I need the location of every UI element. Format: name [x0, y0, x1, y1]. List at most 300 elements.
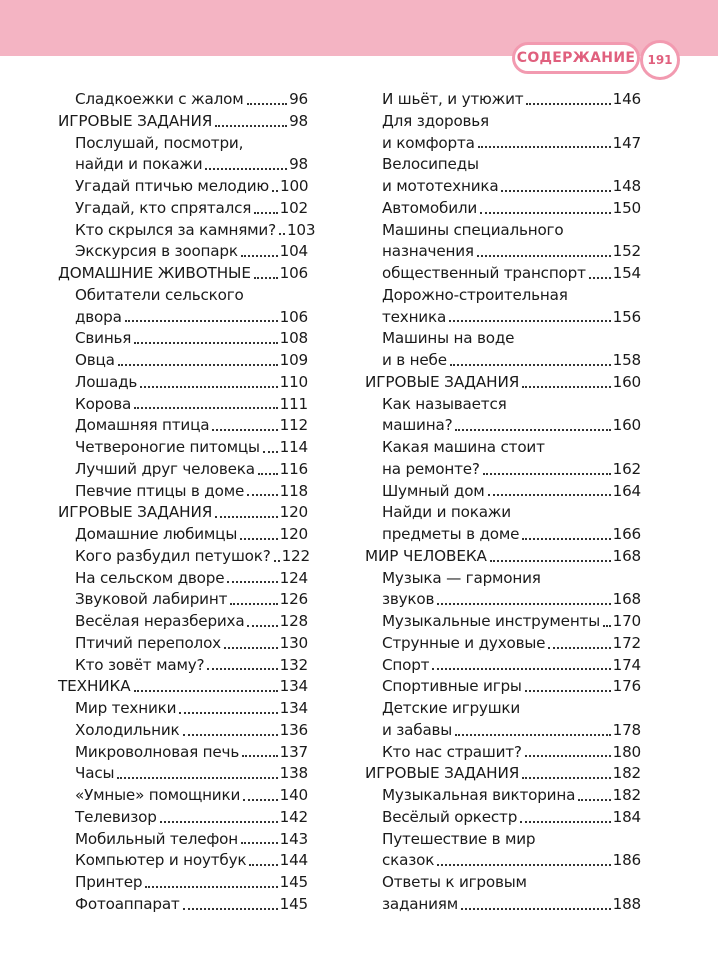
- toc-page-number: 130: [279, 633, 308, 652]
- dot-leader: [224, 647, 278, 649]
- toc-entry-line: [382, 807, 641, 829]
- toc-section-entry: [58, 263, 308, 285]
- dot-leader: [212, 429, 277, 431]
- toc-page-number: 145: [279, 873, 308, 891]
- toc-page-number: 182: [612, 786, 641, 804]
- toc-entry-label: на ремонте?: [382, 459, 480, 478]
- toc-entry-label: Кто скрылся за камнями?: [75, 220, 276, 239]
- toc-entry: [365, 742, 641, 764]
- dot-leader: [247, 494, 278, 496]
- toc-entry-line: [365, 372, 641, 394]
- dot-leader: [279, 233, 285, 235]
- toc-entry-line: [75, 763, 308, 785]
- toc-entry-line: [58, 502, 308, 524]
- dot-leader: [578, 799, 610, 801]
- dot-leader: [183, 734, 278, 736]
- toc-entry: [58, 850, 308, 872]
- toc-entry: [58, 459, 308, 481]
- toc-page-number: 160: [612, 372, 641, 391]
- toc-entry-line: [75, 785, 308, 807]
- toc-page-number: 114: [279, 438, 308, 456]
- toc-entry-label: На сельском дворе: [75, 568, 225, 587]
- dot-leader: [263, 451, 278, 453]
- toc-page-number: 186: [612, 851, 641, 870]
- toc-entry: [365, 807, 641, 829]
- toc-entry-label: звуков: [382, 590, 435, 609]
- toc-entry-label: Звуковой лабиринт: [75, 590, 228, 609]
- toc-page-number: 106: [279, 307, 308, 326]
- toc-entry-label: Четвероногие питомцы: [75, 438, 260, 456]
- toc-entry-line: [75, 655, 308, 677]
- toc-entry: [58, 176, 308, 198]
- toc-entry-line: [382, 720, 641, 742]
- toc-entry-line: [75, 720, 308, 742]
- toc-page-number: 124: [279, 568, 308, 587]
- toc-page-number: 134: [279, 699, 308, 717]
- toc-section-entry: [58, 502, 308, 524]
- toc-page-number: 178: [612, 720, 641, 739]
- dot-leader: [522, 386, 610, 388]
- toc-page-number: 148: [612, 177, 641, 195]
- toc-entry: [365, 154, 641, 198]
- toc-entry-label: Певчие птицы в доме: [75, 481, 245, 500]
- dot-leader: [480, 212, 611, 214]
- toc-entry: [365, 676, 641, 698]
- toc-entry-line: [382, 111, 641, 133]
- toc-entry-label: Принтер: [75, 873, 143, 891]
- toc-page-number: 182: [612, 764, 641, 783]
- toc-entry-label: Машины на воде: [382, 329, 515, 348]
- toc-entry: [365, 89, 641, 111]
- toc-entry-line: [75, 328, 308, 350]
- toc-entry-line: [382, 568, 641, 590]
- toc-entry: [365, 328, 641, 372]
- dot-leader: [207, 668, 277, 670]
- dot-leader: [258, 473, 278, 475]
- toc-entry-label: Обитатели сельского: [75, 285, 244, 304]
- toc-entry-line: [75, 633, 308, 655]
- toc-entry-label: сказок: [382, 851, 435, 870]
- dot-leader: [249, 864, 277, 866]
- toc-entry-label: Найди и покажи: [382, 503, 511, 522]
- toc-entry-label: Шумный дом: [382, 481, 485, 500]
- dot-leader: [125, 320, 278, 322]
- toc-entry-label: общественный транспорт: [382, 264, 586, 282]
- toc-entry-label: предметы в доме: [382, 525, 520, 543]
- dot-leader: [272, 190, 278, 192]
- dot-leader: [215, 516, 277, 518]
- toc-entry: [365, 655, 641, 677]
- dot-leader: [274, 560, 280, 562]
- toc-entry: [365, 198, 641, 220]
- dot-leader: [490, 560, 611, 562]
- toc-entry-line: [75, 829, 308, 851]
- toc-page-number: 140: [279, 786, 308, 804]
- toc-page-number: 166: [612, 525, 641, 543]
- toc-entry-label: и комфорта: [382, 133, 475, 152]
- toc-entry: [365, 111, 641, 155]
- dot-leader: [227, 581, 277, 583]
- toc-entry-line: [382, 589, 641, 611]
- toc-page-number: 136: [279, 720, 308, 739]
- toc-section-entry: [58, 676, 308, 698]
- toc-entry-line: [75, 437, 308, 459]
- toc-entry-line: [75, 481, 308, 503]
- toc-entry: [58, 524, 308, 546]
- toc-entry-label: ТЕХНИКА: [58, 677, 131, 696]
- dot-leader: [247, 625, 277, 627]
- toc-entry-line: [382, 415, 641, 437]
- toc-entry-label: Корова: [75, 394, 132, 413]
- toc-entry-label: Велосипеды: [382, 155, 479, 174]
- toc-entry-label: Лошадь: [75, 372, 138, 391]
- dot-leader: [478, 146, 611, 148]
- toc-entry-line: [75, 372, 308, 394]
- toc-entry-line: [75, 872, 308, 894]
- dot-leader: [488, 494, 611, 496]
- toc-page-number: 152: [612, 242, 641, 261]
- toc-page-number: 160: [612, 416, 641, 435]
- dot-leader: [179, 712, 277, 714]
- toc-entry-label: Кого разбудил петушок?: [75, 546, 271, 565]
- toc-entry: [365, 568, 641, 612]
- toc-page-number: 128: [279, 612, 308, 630]
- toc-page-number: 138: [279, 764, 308, 783]
- toc-page-number: 172: [612, 633, 641, 652]
- toc-entry-line: [75, 524, 308, 546]
- toc-entry-line: [75, 307, 308, 329]
- toc-page-number: 116: [279, 459, 308, 478]
- toc-entry: [58, 437, 308, 459]
- toc-entry-line: [75, 285, 308, 307]
- toc-entry-label: Телевизор: [75, 807, 157, 826]
- toc-entry-label: Угадай, кто спрятался: [75, 198, 252, 217]
- toc-entry-label: Домашняя птица: [75, 416, 210, 435]
- toc-entry: [365, 394, 641, 438]
- dot-leader: [205, 168, 287, 170]
- dot-leader: [477, 255, 611, 257]
- toc-entry-line: [382, 611, 641, 633]
- toc-entry: [58, 872, 308, 894]
- toc-entry: [365, 611, 641, 633]
- toc-entry-line: [382, 176, 641, 198]
- toc-section-entry: [58, 111, 308, 133]
- toc-entry: [58, 328, 308, 350]
- dot-leader: [461, 908, 611, 910]
- toc-entry: [58, 241, 308, 263]
- toc-page-number: 103: [286, 220, 316, 239]
- toc-page-number: 108: [279, 329, 308, 348]
- section-title: СОДЕРЖАНИЕ: [516, 50, 636, 66]
- toc-entry: [58, 785, 308, 807]
- toc-entry-label: Микроволновая печь: [75, 742, 240, 761]
- section-title-badge: [512, 42, 640, 74]
- toc-entry: [58, 720, 308, 742]
- dot-leader: [160, 821, 278, 823]
- dot-leader: [526, 103, 610, 105]
- dot-leader: [242, 755, 278, 757]
- toc-entry-label: Весёлая неразбериха: [75, 612, 245, 630]
- toc-entry: [58, 133, 308, 177]
- dot-leader: [247, 103, 288, 105]
- toc-entry: [365, 437, 641, 481]
- toc-entry-label: «Умные» помощники: [75, 786, 241, 804]
- toc-page-number: 164: [612, 481, 641, 500]
- toc-entry-label: Дорожно-строительная: [382, 285, 568, 304]
- toc-entry-label: двора: [75, 307, 122, 326]
- toc-entry-label: ДОМАШНИЕ ЖИВОТНЫЕ: [58, 264, 251, 282]
- toc-entry-label: Машины специального: [382, 220, 564, 239]
- toc-entry: [58, 698, 308, 720]
- toc-entry-label: Весёлый оркестр: [382, 807, 518, 826]
- toc-entry: [58, 89, 308, 111]
- toc-entry-label: Путешествие в мир: [382, 829, 536, 848]
- toc-entry-line: [58, 111, 308, 133]
- toc-entry-label: Птичий переполох: [75, 633, 221, 652]
- toc-entry-line: [382, 154, 641, 176]
- toc-entry: [58, 415, 308, 437]
- toc-entry-line: [75, 850, 308, 872]
- toc-entry-line: [382, 285, 641, 307]
- dot-leader: [241, 842, 278, 844]
- toc-entry: [58, 546, 308, 568]
- dot-leader: [254, 277, 278, 279]
- toc-entry-line: [382, 89, 641, 111]
- toc-entry: [58, 763, 308, 785]
- toc-entry: [365, 285, 641, 329]
- toc-entry-label: Спорт: [382, 655, 430, 674]
- toc-page-number: 120: [279, 525, 308, 543]
- toc-entry-line: [382, 872, 641, 894]
- toc-entry-line: [75, 742, 308, 764]
- toc-entry-label: машина?: [382, 416, 453, 435]
- toc-entry-label: ИГРОВЫЕ ЗАДАНИЯ: [365, 764, 520, 783]
- dot-leader: [522, 538, 610, 540]
- toc-entry-label: Мир техники: [75, 699, 177, 717]
- toc-page-number: 144: [279, 851, 308, 870]
- dot-leader: [603, 625, 611, 627]
- toc-entry-line: [382, 481, 641, 503]
- toc-page-number: 134: [279, 677, 308, 696]
- toc-entry-label: Сладкоежки с жалом: [75, 90, 244, 108]
- toc-entry: [365, 698, 641, 742]
- toc-page-number: 112: [279, 416, 308, 435]
- toc-entry-line: [75, 176, 308, 198]
- dot-leader: [548, 647, 610, 649]
- toc-entry-label: Фотоаппарат: [75, 894, 180, 913]
- toc-entry-label: Музыкальные инструменты: [382, 612, 600, 630]
- toc-entry-label: Мобильный телефон: [75, 829, 238, 848]
- dot-leader: [449, 320, 611, 322]
- toc-page-number: 96: [289, 90, 308, 108]
- toc-entry-label: Детские игрушки: [382, 699, 521, 717]
- toc-entry: [58, 198, 308, 220]
- toc-entry: [365, 502, 641, 546]
- toc-entry: [58, 611, 308, 633]
- toc-entry-label: и забавы: [382, 720, 453, 739]
- toc-entry-line: [382, 742, 641, 764]
- toc-entry-label: ИГРОВЫЕ ЗАДАНИЯ: [58, 111, 213, 130]
- dot-leader: [134, 407, 278, 409]
- page-number: 191: [647, 53, 673, 67]
- toc-page-number: 118: [279, 481, 308, 500]
- dot-leader: [437, 864, 610, 866]
- dot-leader: [525, 690, 611, 692]
- toc-page-number: 126: [279, 590, 308, 609]
- toc-entry: [365, 481, 641, 503]
- toc-page-number: 158: [612, 351, 641, 369]
- toc-page-number: 132: [279, 655, 308, 674]
- dot-leader: [230, 603, 277, 605]
- toc-entry: [58, 481, 308, 503]
- dot-leader: [145, 886, 277, 888]
- toc-entry-line: [75, 894, 308, 916]
- toc-entry-line: [75, 589, 308, 611]
- toc-entry-line: [365, 546, 641, 568]
- toc-entry-line: [382, 437, 641, 459]
- toc-entry-label: Кто зовёт маму?: [75, 655, 205, 674]
- toc-entry-line: [382, 133, 641, 155]
- toc-entry: [58, 220, 316, 242]
- dot-leader: [522, 777, 610, 779]
- toc-entry-label: Свинья: [75, 329, 132, 348]
- toc-page-number: 156: [612, 307, 641, 326]
- dot-leader: [215, 125, 287, 127]
- toc-entry-line: [382, 263, 641, 285]
- toc-entry-line: [75, 241, 308, 263]
- toc-entry-label: Экскурсия в зоопарк: [75, 242, 238, 261]
- toc-entry-line: [75, 220, 316, 242]
- toc-page-number: 120: [279, 503, 308, 522]
- dot-leader: [117, 777, 277, 779]
- toc-section-entry: [365, 546, 641, 568]
- toc-entry-label: Как называется: [382, 394, 507, 413]
- toc-page-number: 168: [612, 546, 641, 565]
- toc-entry-label: и в небе: [382, 351, 447, 369]
- toc-page-number: 176: [612, 677, 641, 696]
- toc-entry-line: [75, 394, 308, 416]
- toc-entry-line: [365, 763, 641, 785]
- toc-entry-label: Компьютер и ноутбук: [75, 851, 247, 870]
- toc-entry-line: [382, 328, 641, 350]
- toc-page-number: 100: [280, 177, 309, 195]
- toc-entry-line: [75, 415, 308, 437]
- toc-entry-line: [382, 698, 641, 720]
- toc-entry: [58, 394, 308, 416]
- toc-entry: [58, 568, 308, 590]
- toc-page-number: 142: [279, 807, 308, 826]
- toc-entry-line: [382, 894, 641, 916]
- dot-leader: [437, 603, 610, 605]
- dot-leader: [118, 364, 278, 366]
- toc-entry: [58, 807, 308, 829]
- toc-entry: [58, 894, 308, 916]
- toc-entry-line: [382, 459, 641, 481]
- dot-leader: [134, 690, 278, 692]
- toc-page-number: 102: [279, 198, 308, 217]
- page-number-badge: [640, 40, 680, 80]
- toc-entry: [365, 872, 641, 916]
- toc-entry: [58, 742, 308, 764]
- toc-entry-line: [75, 698, 308, 720]
- toc-entry: [58, 350, 308, 372]
- toc-entry-label: Лучший друг человека: [75, 459, 255, 478]
- toc-entry-line: [382, 524, 641, 546]
- dot-leader: [134, 342, 277, 344]
- toc-page-number: 184: [612, 807, 641, 826]
- toc-page-number: 150: [612, 198, 641, 217]
- toc-entry-line: [382, 829, 641, 851]
- toc-entry-label: Кто нас страшит?: [382, 742, 522, 761]
- dot-leader: [455, 734, 611, 736]
- toc-page-number: 170: [612, 612, 641, 630]
- dot-leader: [243, 799, 278, 801]
- toc-page-number: 106: [279, 264, 308, 282]
- toc-page-number: 98: [289, 155, 308, 174]
- toc-page-number: 110: [279, 372, 308, 391]
- toc-entry: [58, 633, 308, 655]
- toc-entry: [58, 372, 308, 394]
- toc-entry-label: Спортивные игры: [382, 677, 522, 696]
- toc-entry-label: Музыка — гармония: [382, 568, 541, 587]
- toc-entry-label: Холодильник: [75, 720, 180, 739]
- toc-entry-label: Угадай птичью мелодию: [75, 177, 269, 195]
- dot-leader: [140, 386, 277, 388]
- toc-entry-line: [75, 546, 308, 568]
- toc-entry-label: Автомобили: [382, 198, 478, 217]
- toc-entry-line: [75, 568, 308, 590]
- toc-entry-line: [382, 633, 641, 655]
- toc-entry-line: [75, 89, 308, 111]
- toc-entry-label: Музыкальная викторина: [382, 786, 576, 804]
- dot-leader: [589, 277, 611, 279]
- toc-entry: [365, 220, 641, 264]
- toc-page-number: 137: [279, 742, 308, 761]
- toc-entry-line: [382, 307, 641, 329]
- toc-entry-label: МИР ЧЕЛОВЕКА: [365, 546, 487, 565]
- toc-entry-line: [382, 350, 641, 372]
- toc-page-number: 98: [289, 111, 308, 130]
- dot-leader: [432, 668, 610, 670]
- toc-entry-line: [382, 850, 641, 872]
- toc-entry-line: [58, 263, 308, 285]
- toc-entry-label: ИГРОВЫЕ ЗАДАНИЯ: [58, 503, 213, 522]
- toc-entry-label: найди и покажи: [75, 155, 203, 174]
- toc-entry-line: [58, 676, 308, 698]
- toc-entry: [58, 655, 308, 677]
- toc-entry: [365, 829, 641, 873]
- toc-entry: [365, 633, 641, 655]
- toc-page-number: 147: [612, 133, 641, 152]
- toc-page-number: 146: [612, 90, 641, 108]
- toc-section-entry: [365, 763, 641, 785]
- toc-entry: [58, 285, 308, 329]
- toc-entry-line: [75, 198, 308, 220]
- dot-leader: [450, 364, 611, 366]
- toc-entry-line: [382, 676, 641, 698]
- toc-entry-line: [382, 394, 641, 416]
- toc-entry-label: заданиям: [382, 894, 458, 913]
- toc-entry-label: Послушай, посмотри,: [75, 133, 244, 152]
- toc-entry-label: Ответы к игровым: [382, 873, 527, 891]
- toc-page-number: 109: [279, 351, 308, 369]
- toc-entry-line: [75, 807, 308, 829]
- toc-entry-label: Какая машина стоит: [382, 438, 545, 456]
- toc-entry: [365, 263, 641, 285]
- toc-entry-label: и мототехника: [382, 177, 499, 195]
- toc-entry-label: Струнные и духовые: [382, 633, 546, 652]
- toc-page-number: 143: [279, 829, 308, 848]
